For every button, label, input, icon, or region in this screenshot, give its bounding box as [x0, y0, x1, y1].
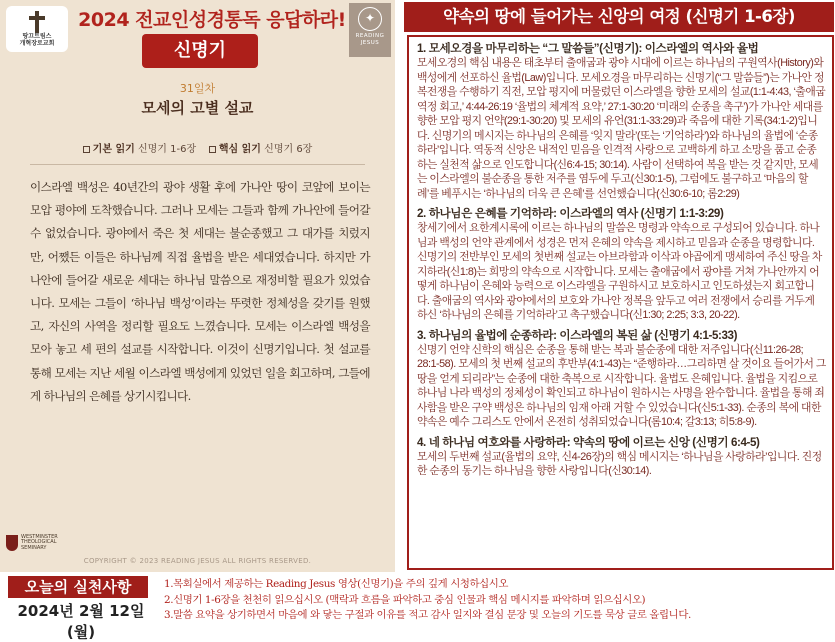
church-logo [6, 6, 68, 52]
date-label: 2024년 2월 12일(월) [17, 602, 145, 641]
day-label: 31일차 [179, 82, 216, 95]
basic-reading-label: 기본 읽기 [92, 144, 135, 155]
list-item: 1.목회실에서 제공하는 Reading Jesus 영상(신명기)을 주의 깊게 시청하십시오 [164, 578, 509, 590]
sermon-title: 모세의 고별 설교 [141, 99, 254, 117]
section-heading: 4. 네 하나님 여호와를 사랑하라: 약속의 땅에 이르는 신앙 (신명기 6:4-5) [417, 435, 760, 449]
reading-jesus-logo [349, 3, 391, 57]
section-body: 신명기 언약 신학의 핵심은 순종을 통해 받는 복과 불순종에 대한 저주입니다(신11:26-28; 28:1-58). 모세의 첫 번째 설교의 후반부(4:1-43)는 “준행하라…그리하면 살 것이요 들어가서 그 땅을 얻게 되리라”는 순종에 대한 축복으로 시작합니다. 율법도 은혜입니다. 율법을 지킴으로 하나님 나라 백성의 정체성이 확인되고 하나님이 원하시는 사명을 완수합니다. 율법을 통해 죄사함을 받은 구약 백성은 하나님의 임재 아래 거할 수 있었습니다(신5:1-33). 순종의 복에 대한 약속은 예수 그리스도 안에서 온전히 성취되었습니다(롬10:4; 갈3:13; 히5:8-9). [417, 343, 826, 428]
section-body: 모세오경의 핵심 내용은 태초부터 출애굽과 광야 시대에 이르는 하나님의 구원역사(History)와 백성에게 선포하신 율법(Law)입니다. 모세오경을 마무리하는 신명기(“그 말씀들”)는 가나안 정복전쟁을 수행하기 직전, 모압 평지에 머물렀던 이스라엘을 향한 모세의 설교(1:1-4:43, ‘출애굽 역정 회고,’ 4:44-26:19 ‘율법의 체계적 요약,’ 27:1-30:20 ‘미래의 순종을 촉구’)가 가나안 세대를 향한 모압 평지 언약(29:1-30:20) 및 모세의 유언(31:1-33:29)과 죽음에 대한 기록(34:1-2)입니다. 신명기의 메시지는 하나님의 은혜를 ‘잊지 말라’(또는 ‘기억하라’)와 하나님의 율법에 ‘순종하라’입니다. 역동적 신앙은 내적인 믿음을 인격적 사랑으로 고백하게 하고 소망을 품고 순종하는 실천적 삶으로 인도합니다(신6:4-15; 30:14). 사람이 선택하여 복을 받는 것 같지만, 모세는 이스라엘의 불순종을 통한 저주를 염두에 두고(신30:1-5), 그럼에도 불구하고 ‘마음의 할례’를 베푸시는 ‘하나님의 더욱 큰 은혜’를 선언했습니다(신30:6-10; 롬2:29) [417, 57, 826, 200]
section-heading: 2. 하나님은 은혜를 기억하라: 이스라엘의 역사 (신명기 1:1-3:29) [417, 207, 724, 220]
seminary-name: WESTMINSTER THEOLOGICAL SEMINARY [21, 533, 58, 551]
shield-icon [6, 535, 18, 551]
reading-jesus-emblem-icon: ✦ [358, 7, 382, 31]
summary-panel [404, 0, 835, 573]
checkbox-icon [83, 146, 90, 153]
basic-reading-value: 신명기 1-6장 [137, 144, 197, 155]
devotional-card [0, 0, 395, 572]
summary-title: 약속의 땅에 들어가는 신앙의 여정 (신명기 1-6장) [404, 2, 834, 32]
divider [30, 164, 365, 165]
reading-jesus-logo-text: READING JESUS [355, 33, 385, 46]
list-item: 3.말씀 요약을 상기하면서 마음에 와 닿는 구절과 이유를 적고 감사 일지와 결심 문장 및 오늘의 기도를 묵상 글로 올립니다. [164, 609, 691, 622]
main-text: 이스라엘 백성은 40년간의 광야 생활 후에 가나안 땅이 코앞에 보이는 모압 평야에 도착했습니다. 그러나 모세는 그들과 함께 가나안에 들어갈 수 없었습니다. 광야에서 죽은 첫 세대는 불순종했고 그 대가를 치렀지만, 어쨌든 이들은 하나님께 직접 율법을 받은 세대였습니다. 하지만 가나안에 들어갈 새로운 세대는 하나님 말씀으로 재정비할 필요가 있었습니다. 모세는 그들이 ‘하나님 백성’이라는 뚜렷한 정체성을 갖기를 원했고, 자신의 사역을 정리할 필요도 느꼈습니다. 모세는 이스라엘 백성을 모아 놓고 세 편의 설교를 시작합니다. 이것이 신명기입니다. 첫 설교를 통해 모세는 지난 세월 이스라엘 백성에게 있었던 일을 회고하며, 그들에게 하나님의 은혜를 상기시킵니다. [30, 180, 370, 403]
summary-body [407, 35, 834, 570]
seminary-logo [6, 532, 76, 554]
section-heading: 3. 하나님의 율법에 순종하라: 이스라엘의 복된 삶 (신명기 4:1-5:33) [417, 328, 738, 342]
section-heading: 1. 모세오경을 마무리하는 “그 말씀들”(신명기): 이스라엘의 역사와 율법 [417, 42, 759, 55]
practice-label: 오늘의 실천사항 [8, 576, 148, 598]
core-reading-value: 신명기 6장 [264, 144, 313, 155]
copyright: COPYRIGHT © 2023 READING JESUS ALL RIGHTS RESERVED. [83, 557, 312, 565]
checkbox-icon [209, 146, 216, 153]
practice-list [164, 577, 834, 624]
section-body: 모세의 두번째 설교(율법의 요약, 신4-26장)의 핵심 메시지는 ‘하나님을 사랑하라’입니다. 진정한 순종의 동기는 하나님을 향한 사랑입니다(신30:14). [417, 450, 822, 477]
reading-assignment [0, 140, 395, 155]
core-reading-label: 핵심 읽기 [218, 144, 261, 155]
campaign-title: 2024 전교인성경통독 응답하라! [78, 9, 346, 31]
book-banner: 신명기 [142, 34, 258, 68]
church-name: 땅끄트림스 개혁장로교회 [19, 33, 55, 47]
cross-icon [27, 11, 47, 33]
section-body: 창세기에서 요한계시록에 이르는 하나님의 말씀은 명령과 약속으로 구성되어 있습니다. 하나님과 백성의 언약 관계에서 성경은 먼저 은혜의 약속을 제시하고 믿음과 순종을 명령합니다. 신명기의 전반부인 모세의 첫번째 설교는 아브라함과 이삭과 야곱에게 맹세하여 주신 땅을 차지하라(신1:8)는 희망의 약속으로 시작합니다. 모세는 출애굽에서 광야를 거쳐 가나안까지 어떻게 하나님이 은혜와 능력으로 이스라엘을 구원하시고 보호하시고 인도하셨는지 회고합니다. 출애굽의 역사와 광야에서의 보호와 가나안 정복을 앞두고 여러 전쟁에서 승리를 거두게 하신 ‘하나님의 은혜를 기억하라’고 촉구했습니다(신1:30; 2:25; 3:3, 20-22). [417, 222, 822, 321]
list-item: 2.신명기 1-6장을 천천히 읽으십시오 (맥락과 흐름을 파악하고 중심 인물과 핵심 메시지를 파악하며 읽으십시오) [164, 593, 646, 606]
